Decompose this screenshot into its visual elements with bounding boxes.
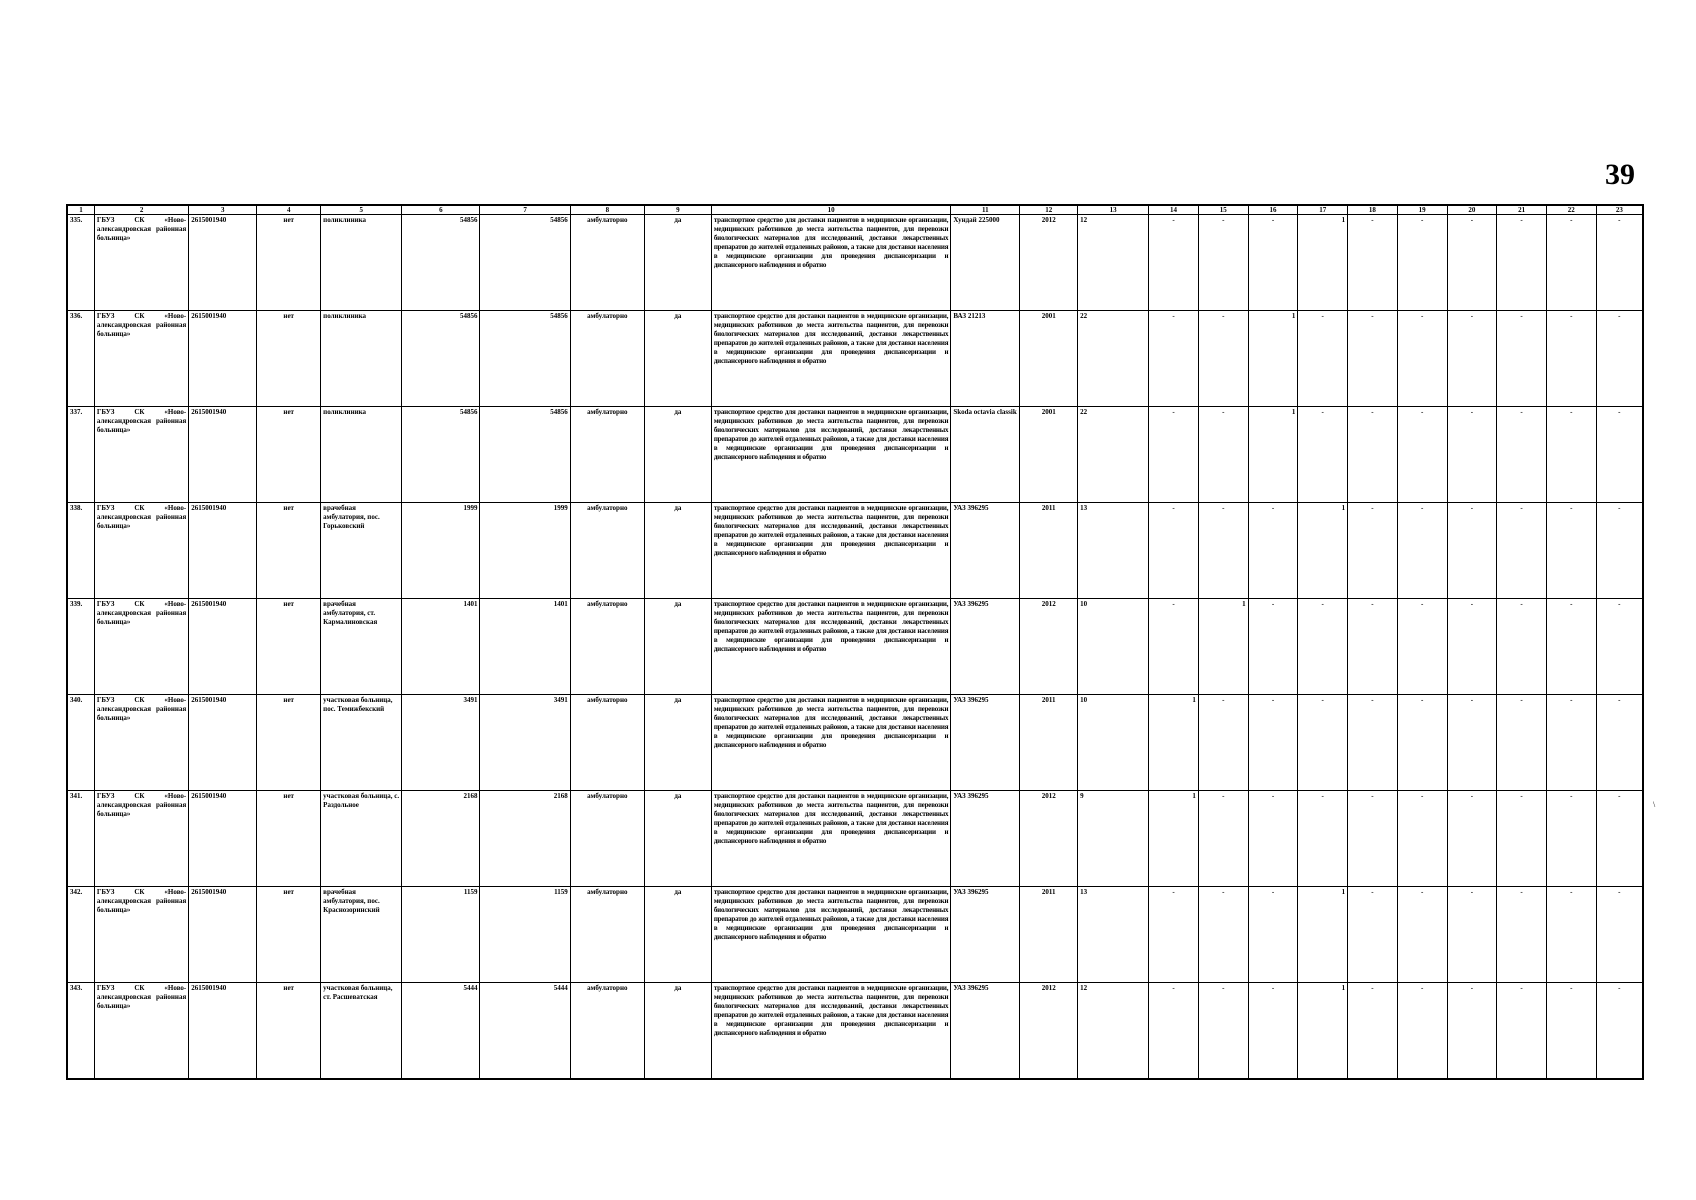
column-number-header: 8 [570, 205, 644, 215]
flag-cell: - [1596, 983, 1643, 1080]
flag-cell: - [1596, 695, 1643, 791]
care-mode: амбулаторно [570, 215, 644, 311]
population-served: 1159 [402, 887, 480, 983]
flag-cell: - [1198, 503, 1248, 599]
flag-cell: - [1248, 983, 1298, 1080]
department-name: врачебная амбулатория, ст. Кармалиновская [321, 599, 402, 695]
flag-cell: - [1397, 791, 1447, 887]
column-number-header: 12 [1020, 205, 1078, 215]
flag-cell: - [1447, 407, 1497, 503]
care-mode: амбулаторно [570, 311, 644, 407]
column-number-header-row [67, 205, 1643, 215]
flag-cell: - [1298, 695, 1348, 791]
flag-cell: - [1298, 599, 1348, 695]
flag-cell: 1 [1298, 215, 1348, 311]
flag-cell: - [1447, 503, 1497, 599]
vehicle-purpose: транспортное средство для доставки пациентов в медицинские организации, медицинских работников до места жительства пациентов, для перевозки биологических материалов для исследований, доставки лекарственных препаратов до жителей отдаленных районов, а также для доставки населения в медицинские организации для проведения диспансеризации и диспансерного наблюдения и обратно [711, 503, 950, 599]
flag-cell: - [1149, 503, 1199, 599]
flag-cell: - [1596, 311, 1643, 407]
column-number-header: 19 [1397, 205, 1447, 215]
register-table [66, 204, 1644, 1080]
population-served: 2168 [402, 791, 480, 887]
column-number-header: 14 [1149, 205, 1199, 215]
column-number-header: 10 [711, 205, 950, 215]
vehicle-year: 2011 [1020, 887, 1078, 983]
table-body [67, 205, 1643, 1079]
vehicle-year: 2012 [1020, 983, 1078, 1080]
flag-cell: 1 [1298, 503, 1348, 599]
care-mode: амбулаторно [570, 983, 644, 1080]
column-number-header: 9 [644, 205, 711, 215]
column-number-header: 22 [1546, 205, 1596, 215]
vehicle-purpose: транспортное средство для доставки пациентов в медицинские организации, медицинских работников до места жительства пациентов, для перевозки биологических материалов для исследований, доставки лекарственных препаратов до жителей отдаленных районов, а также для доставки населения в медицинские организации для проведения диспансеризации и диспансерного наблюдения и обратно [711, 791, 950, 887]
flag-cell: - [1149, 887, 1199, 983]
flag-cell: - [1497, 599, 1547, 695]
vehicle-age: 10 [1078, 695, 1149, 791]
vehicle-model: Skoda octavia classik [951, 407, 1020, 503]
vehicle-age: 12 [1078, 215, 1149, 311]
vehicle-model: УАЗ 396295 [951, 887, 1020, 983]
care-mode: амбулаторно [570, 503, 644, 599]
organization-inn: 2615001940 [189, 887, 257, 983]
column-number-header: 18 [1348, 205, 1398, 215]
department-name: поликлиника [321, 407, 402, 503]
row-number: 341. [67, 791, 94, 887]
population-attached: 1999 [480, 503, 570, 599]
flag-cell: 1 [1248, 311, 1298, 407]
flag-cell: - [1149, 983, 1199, 1080]
table-row [67, 215, 1643, 311]
column-number-header: 4 [257, 205, 321, 215]
vehicle-model: УАЗ 396295 [951, 983, 1020, 1080]
flag-cell: - [1447, 215, 1497, 311]
flag-cell: - [1248, 503, 1298, 599]
population-served: 5444 [402, 983, 480, 1080]
row-number: 335. [67, 215, 94, 311]
column-number-header: 6 [402, 205, 480, 215]
vehicle-age: 22 [1078, 311, 1149, 407]
vehicle-age: 10 [1078, 599, 1149, 695]
column-9-value: да [644, 311, 711, 407]
row-number: 338. [67, 503, 94, 599]
table-row [67, 695, 1643, 791]
flag-cell: - [1497, 215, 1547, 311]
column-4-value: нет [257, 503, 321, 599]
flag-cell: - [1348, 887, 1398, 983]
flag-cell: - [1198, 695, 1248, 791]
vehicle-purpose: транспортное средство для доставки пациентов в медицинские организации, медицинских работников до места жительства пациентов, для перевозки биологических материалов для исследований, доставки лекарственных препаратов до жителей отдаленных районов, а также для доставки населения в медицинские организации для проведения диспансеризации и диспансерного наблюдения и обратно [711, 887, 950, 983]
flag-cell: - [1397, 599, 1447, 695]
column-9-value: да [644, 695, 711, 791]
organization-inn: 2615001940 [189, 791, 257, 887]
department-name: участковая больница, ст. Расшеватская [321, 983, 402, 1080]
flag-cell: - [1546, 503, 1596, 599]
vehicle-model: ВАЗ 21213 [951, 311, 1020, 407]
organization-name: ГБУЗ СК «Ново-александровская районная больница» [94, 887, 188, 983]
vehicle-year: 2012 [1020, 215, 1078, 311]
flag-cell: 1 [1149, 695, 1199, 791]
vehicle-purpose: транспортное средство для доставки пациентов в медицинские организации, медицинских работников до места жительства пациентов, для перевозки биологических материалов для исследований, доставки лекарственных препаратов до жителей отдаленных районов, а также для доставки населения в медицинские организации для проведения диспансеризации и диспансерного наблюдения и обратно [711, 599, 950, 695]
population-served: 54856 [402, 311, 480, 407]
flag-cell: - [1497, 407, 1547, 503]
vehicle-purpose: транспортное средство для доставки пациентов в медицинские организации, медицинских работников до места жительства пациентов, для перевозки биологических материалов для исследований, доставки лекарственных препаратов до жителей отдаленных районов, а также для доставки населения в медицинские организации для проведения диспансеризации и диспансерного наблюдения и обратно [711, 215, 950, 311]
table-row [67, 791, 1643, 887]
population-served: 3491 [402, 695, 480, 791]
care-mode: амбулаторно [570, 887, 644, 983]
vehicle-year: 2012 [1020, 791, 1078, 887]
flag-cell: 1 [1149, 791, 1199, 887]
flag-cell: - [1149, 311, 1199, 407]
vehicle-purpose: транспортное средство для доставки пациентов в медицинские организации, медицинских работников до места жительства пациентов, для перевозки биологических материалов для исследований, доставки лекарственных препаратов до жителей отдаленных районов, а также для доставки населения в медицинские организации для проведения диспансеризации и диспансерного наблюдения и обратно [711, 407, 950, 503]
vehicle-age: 13 [1078, 503, 1149, 599]
organization-inn: 2615001940 [189, 695, 257, 791]
organization-inn: 2615001940 [189, 503, 257, 599]
population-served: 54856 [402, 215, 480, 311]
population-attached: 3491 [480, 695, 570, 791]
column-4-value: нет [257, 983, 321, 1080]
table-row [67, 407, 1643, 503]
column-9-value: да [644, 215, 711, 311]
row-number: 337. [67, 407, 94, 503]
flag-cell: - [1447, 887, 1497, 983]
organization-name: ГБУЗ СК «Ново-александровская районная больница» [94, 311, 188, 407]
column-number-header: 1 [67, 205, 94, 215]
column-number-header: 17 [1298, 205, 1348, 215]
organization-name: ГБУЗ СК «Ново-александровская районная больница» [94, 215, 188, 311]
column-9-value: да [644, 503, 711, 599]
organization-name: ГБУЗ СК «Ново-александровская районная больница» [94, 983, 188, 1080]
column-4-value: нет [257, 215, 321, 311]
vehicle-age: 22 [1078, 407, 1149, 503]
flag-cell: - [1497, 887, 1547, 983]
row-number: 343. [67, 983, 94, 1080]
flag-cell: - [1348, 695, 1398, 791]
care-mode: амбулаторно [570, 791, 644, 887]
table-row [67, 887, 1643, 983]
organization-inn: 2615001940 [189, 983, 257, 1080]
population-served: 54856 [402, 407, 480, 503]
flag-cell: - [1447, 311, 1497, 407]
flag-cell: - [1546, 983, 1596, 1080]
organization-name: ГБУЗ СК «Ново-александровская районная больница» [94, 791, 188, 887]
column-number-header: 11 [951, 205, 1020, 215]
flag-cell: - [1397, 983, 1447, 1080]
vehicle-year: 2001 [1020, 407, 1078, 503]
organization-inn: 2615001940 [189, 407, 257, 503]
care-mode: амбулаторно [570, 599, 644, 695]
flag-cell: - [1348, 407, 1398, 503]
column-4-value: нет [257, 695, 321, 791]
column-4-value: нет [257, 407, 321, 503]
organization-inn: 2615001940 [189, 311, 257, 407]
column-number-header: 21 [1497, 205, 1547, 215]
flag-cell: - [1348, 983, 1398, 1080]
organization-name: ГБУЗ СК «Ново-александровская районная больница» [94, 407, 188, 503]
vehicle-purpose: транспортное средство для доставки пациентов в медицинские организации, медицинских работников до места жительства пациентов, для перевозки биологических материалов для исследований, доставки лекарственных препаратов до жителей отдаленных районов, а также для доставки населения в медицинские организации для проведения диспансеризации и диспансерного наблюдения и обратно [711, 695, 950, 791]
vehicle-purpose: транспортное средство для доставки пациентов в медицинские организации, медицинских работников до места жительства пациентов, для перевозки биологических материалов для исследований, доставки лекарственных препаратов до жителей отдаленных районов, а также для доставки населения в медицинские организации для проведения диспансеризации и диспансерного наблюдения и обратно [711, 983, 950, 1080]
vehicle-age: 12 [1078, 983, 1149, 1080]
flag-cell: - [1546, 407, 1596, 503]
column-number-header: 7 [480, 205, 570, 215]
flag-cell: - [1198, 311, 1248, 407]
vehicle-year: 2011 [1020, 503, 1078, 599]
flag-cell: - [1348, 503, 1398, 599]
column-9-value: да [644, 983, 711, 1080]
flag-cell: 1 [1298, 887, 1348, 983]
flag-cell: - [1298, 407, 1348, 503]
flag-cell: - [1546, 887, 1596, 983]
flag-cell: - [1149, 599, 1199, 695]
vehicle-model: УАЗ 396295 [951, 695, 1020, 791]
flag-cell: - [1546, 215, 1596, 311]
flag-cell: - [1397, 887, 1447, 983]
flag-cell: - [1348, 599, 1398, 695]
department-name: врачебная амбулатория, пос. Краснозоринский [321, 887, 402, 983]
vehicle-age: 9 [1078, 791, 1149, 887]
flag-cell: - [1248, 791, 1298, 887]
column-number-header: 5 [321, 205, 402, 215]
population-attached: 54856 [480, 311, 570, 407]
flag-cell: - [1596, 215, 1643, 311]
vehicle-year: 2001 [1020, 311, 1078, 407]
column-number-header: 23 [1596, 205, 1643, 215]
organization-name: ГБУЗ СК «Ново-александровская районная больница» [94, 599, 188, 695]
flag-cell: - [1447, 695, 1497, 791]
column-4-value: нет [257, 311, 321, 407]
flag-cell: - [1397, 215, 1447, 311]
flag-cell: - [1397, 695, 1447, 791]
flag-cell: - [1198, 887, 1248, 983]
vehicle-age: 13 [1078, 887, 1149, 983]
table-row [67, 983, 1643, 1080]
flag-cell: 1 [1298, 983, 1348, 1080]
flag-cell: - [1298, 311, 1348, 407]
flag-cell: - [1546, 599, 1596, 695]
row-number: 339. [67, 599, 94, 695]
flag-cell: - [1497, 503, 1547, 599]
population-attached: 2168 [480, 791, 570, 887]
column-number-header: 13 [1078, 205, 1149, 215]
column-4-value: нет [257, 887, 321, 983]
vehicle-year: 2012 [1020, 599, 1078, 695]
flag-cell: - [1447, 983, 1497, 1080]
flag-cell: - [1149, 215, 1199, 311]
organization-name: ГБУЗ СК «Ново-александровская районная больница» [94, 503, 188, 599]
flag-cell: - [1497, 791, 1547, 887]
vehicle-year: 2011 [1020, 695, 1078, 791]
department-name: врачебная амбулатория, пос. Горьковский [321, 503, 402, 599]
vehicle-model: Хундай 225000 [951, 215, 1020, 311]
population-served: 1401 [402, 599, 480, 695]
flag-cell: - [1348, 215, 1398, 311]
column-9-value: да [644, 407, 711, 503]
flag-cell: - [1596, 503, 1643, 599]
column-number-header: 3 [189, 205, 257, 215]
column-9-value: да [644, 887, 711, 983]
column-number-header: 2 [94, 205, 188, 215]
care-mode: амбулаторно [570, 407, 644, 503]
column-number-header: 16 [1248, 205, 1298, 215]
flag-cell: - [1546, 311, 1596, 407]
population-attached: 54856 [480, 407, 570, 503]
column-4-value: нет [257, 791, 321, 887]
row-number: 342. [67, 887, 94, 983]
flag-cell: - [1497, 311, 1547, 407]
column-number-header: 15 [1198, 205, 1248, 215]
care-mode: амбулаторно [570, 695, 644, 791]
column-number-header: 20 [1447, 205, 1497, 215]
vehicle-model: УАЗ 396295 [951, 791, 1020, 887]
scan-artifact-mark: \ [1653, 800, 1656, 809]
population-attached: 1401 [480, 599, 570, 695]
organization-inn: 2615001940 [189, 599, 257, 695]
flag-cell: - [1447, 599, 1497, 695]
department-name: участковая больница, пос. Темижбекский [321, 695, 402, 791]
flag-cell: - [1546, 695, 1596, 791]
vehicle-model: УАЗ 396295 [951, 599, 1020, 695]
flag-cell: 1 [1198, 599, 1248, 695]
flag-cell: - [1497, 983, 1547, 1080]
flag-cell: - [1348, 791, 1398, 887]
population-served: 1999 [402, 503, 480, 599]
flag-cell: - [1397, 503, 1447, 599]
flag-cell: - [1497, 695, 1547, 791]
flag-cell: - [1198, 215, 1248, 311]
population-attached: 1159 [480, 887, 570, 983]
organization-name: ГБУЗ СК «Ново-александровская районная больница» [94, 695, 188, 791]
flag-cell: - [1198, 407, 1248, 503]
vehicle-purpose: транспортное средство для доставки пациентов в медицинские организации, медицинских работников до места жительства пациентов, для перевозки биологических материалов для исследований, доставки лекарственных препаратов до жителей отдаленных районов, а также для доставки населения в медицинские организации для проведения диспансеризации и диспансерного наблюдения и обратно [711, 311, 950, 407]
page-number: 39 [1605, 158, 1635, 191]
flag-cell: - [1596, 599, 1643, 695]
column-4-value: нет [257, 599, 321, 695]
flag-cell: - [1149, 407, 1199, 503]
flag-cell: - [1397, 407, 1447, 503]
population-attached: 54856 [480, 215, 570, 311]
flag-cell: - [1248, 887, 1298, 983]
column-9-value: да [644, 599, 711, 695]
row-number: 336. [67, 311, 94, 407]
table-row [67, 503, 1643, 599]
flag-cell: - [1596, 887, 1643, 983]
flag-cell: - [1447, 791, 1497, 887]
department-name: поликлиника [321, 311, 402, 407]
flag-cell: - [1198, 791, 1248, 887]
flag-cell: - [1546, 791, 1596, 887]
flag-cell: - [1298, 791, 1348, 887]
row-number: 340. [67, 695, 94, 791]
column-9-value: да [644, 791, 711, 887]
flag-cell: - [1596, 791, 1643, 887]
department-name: поликлиника [321, 215, 402, 311]
department-name: участковая больница, с. Раздольное [321, 791, 402, 887]
flag-cell: - [1397, 311, 1447, 407]
flag-cell: - [1248, 215, 1298, 311]
table-row [67, 311, 1643, 407]
table-row [67, 599, 1643, 695]
flag-cell: - [1348, 311, 1398, 407]
flag-cell: - [1596, 407, 1643, 503]
flag-cell: - [1248, 599, 1298, 695]
organization-inn: 2615001940 [189, 215, 257, 311]
population-attached: 5444 [480, 983, 570, 1080]
flag-cell: 1 [1248, 407, 1298, 503]
flag-cell: - [1248, 695, 1298, 791]
flag-cell: - [1198, 983, 1248, 1080]
vehicle-model: УАЗ 396295 [951, 503, 1020, 599]
